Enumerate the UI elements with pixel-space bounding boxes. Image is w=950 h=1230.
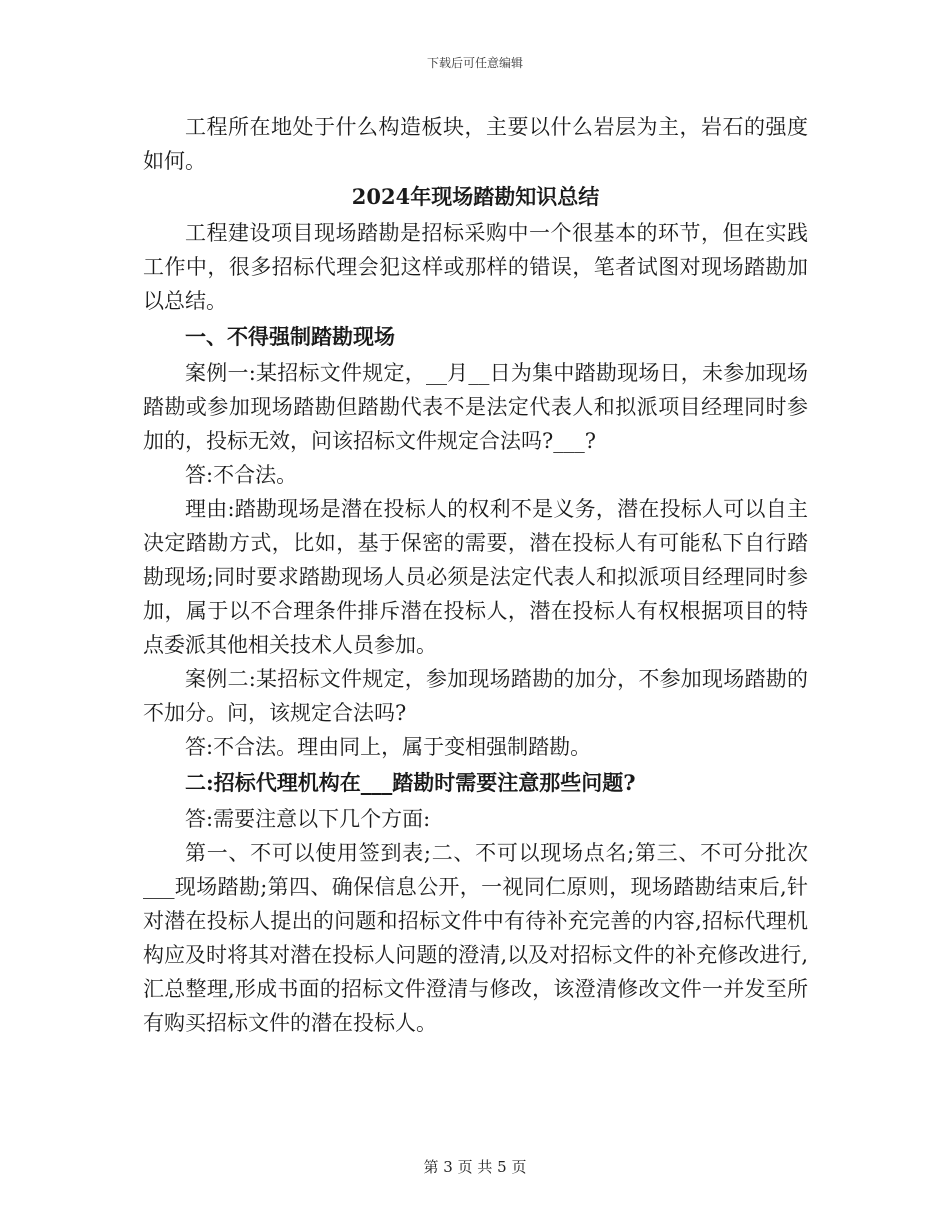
document-body (143, 110, 808, 1040)
document-title: 2024年现场踏勘知识总结 (351, 184, 600, 209)
case-one-paragraph: 案例一:某招标文件规定，__月__日为集中踏勘现场日，未参加现场踏勘或参加现场踏勘但踏勘代表不是法定代表人和拟派项目经理同时参加的，投标无效，问该招标文件规定合法吗?___? (143, 361, 808, 453)
section-heading-1: 一、不得强制踏勘现场 (185, 324, 395, 349)
page-footer: 第 3 页 共 5 页 (423, 1158, 527, 1176)
page-header: 下载后可任意编辑 (426, 56, 523, 70)
case-two-paragraph: 案例二:某招标文件规定，参加现场踏勘的加分，不参加现场踏勘的不加分。问，该规定合法吗? (143, 667, 808, 725)
section-heading-2: 二:招标代理机构在___踏勘时需要注意那些问题? (185, 770, 636, 795)
answer-three: 答:需要注意以下几个方面: (185, 807, 431, 831)
reason-paragraph: 理由:踏勘现场是潜在投标人的权利不是义务，潜在投标人可以自主决定踏勘方式，比如，基于保密的需要，潜在投标人有可能私下自行踏勘现场;同时要求踏勘现场人员必须是法定代表人和拟派项目经理同时参加，属于以不合理条件排斥潜在投标人，潜在投标人有权根据项目的特点委派其他相关技术人员参加。 (143, 497, 808, 657)
paragraph-intro-summary: 工程建设项目现场踏勘是招标采购中一个很基本的环节，但在实践工作中，很多招标代理会犯这样或那样的错误，笔者试图对现场踏勘加以总结。 (143, 221, 808, 313)
answer-one: 答:不合法。 (185, 463, 298, 487)
final-paragraph: 第一、不可以使用签到表;二、不可以现场点名;第三、不可分批次___现场踏勘;第四、确保信息公开，一视同仁原则，现场踏勘结束后,针对潜在投标人提出的问题和招标文件中有待补充完善的内容,招标代理机构应及时将其对潜在投标人问题的澄清,以及对招标文件的补充修改进行,汇总整理,形成书面的招标文件澄清与修改，该澄清修改文件一并发至所有购买招标文件的潜在投标人。 (143, 841, 808, 1035)
intro-paragraph: 工程所在地处于什么构造板块，主要以什么岩层为主，岩石的强度如何。 (143, 115, 808, 173)
answer-two: 答:不合法。理由同上，属于变相强制踏勘。 (185, 735, 592, 759)
